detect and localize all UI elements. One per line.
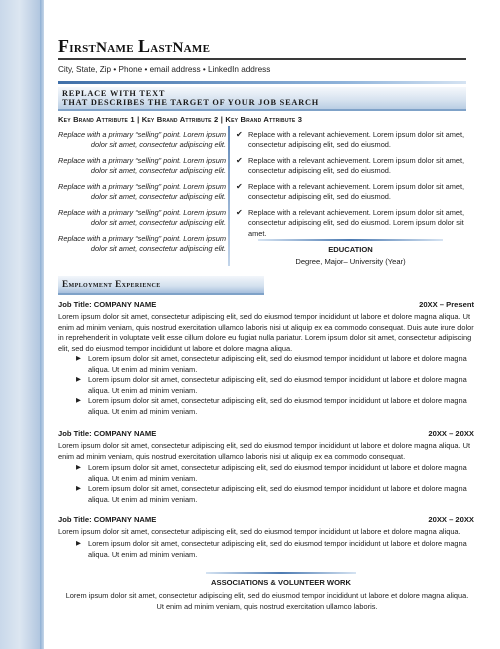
decorative-side-strip	[0, 0, 44, 649]
arrow-bullet-icon: ▶	[76, 464, 81, 471]
checkmark-icon: ✔	[236, 130, 243, 139]
bullet-text: Lorem ipsum dolor sit amet, consectetur adipiscing elit, sed do eiusmod tempor incididunt ut labore et dolore magna aliqua. Ut enim ad minim veniam.	[88, 375, 467, 395]
achievement-text: Replace with a relevant achievement. Lorem ipsum dolor sit amet, consectetur adipiscing elit, sed do eiusmod.	[248, 182, 465, 202]
target-banner	[58, 87, 466, 111]
achievement-text: Replace with a relevant achievement. Lorem ipsum dolor sit amet, consectetur adipiscing elit, sed do eiusmod. Lorem ipsum dolor sit amet.	[248, 208, 465, 238]
associations-text: Lorem ipsum dolor sit amet, consectetur adipiscing elit, sed do eiusmod tempor incididunt ut labore et dolore magna aliqua. Ut enim ad minim veniam, quis nostrud exercitation ullamco laboris.	[65, 591, 469, 611]
selling-point: Replace with a primary “selling” point. Lorem ipsum dolor sit amet, consectetur adipiscing elit.	[58, 156, 226, 176]
job-description: Lorem ipsum dolor sit amet, consectetur adipiscing elit, sed do eiusmod tempor incididunt ut labore et dolore magna aliqua.	[58, 527, 461, 536]
associations-divider	[206, 572, 356, 574]
job-description: Lorem ipsum dolor sit amet, consectetur adipiscing elit, sed do eiusmod tempor incididunt ut labore et dolore magna aliqua. Ut enim ad minim veniam, quis nostrud exercitation ullamco laboris nisi ut aliquip ex ea commodo consequat.	[58, 441, 471, 461]
selling-point: Replace with a primary “selling” point. Lorem ipsum dolor sit amet, consectetur adipiscing elit.	[58, 182, 226, 202]
candidate-name	[58, 36, 210, 57]
job-dates: 20XX – Present	[419, 300, 474, 309]
job-bullet	[76, 463, 474, 484]
job-description: Lorem ipsum dolor sit amet, consectetur adipiscing elit, sed do eiusmod tempor incididunt ut labore et dolore magna aliqua. Ut enim ad minim veniam, quis nostrud exercitation ullamco laboris nisi ut aliquip ex ea commodo consequat. Duis aute irure dolor in reprehenderit in voluptate velit esse cillum dolore eu fugiat nulla pariatur. Lorem ipsum dolor sit amet, consectetur adipiscing elit, sed do eiusmod tempor incididunt ut labore et dolore magna aliqua.	[58, 312, 474, 353]
first-name-initial: F	[58, 36, 70, 56]
checkmark-icon: ✔	[236, 208, 243, 217]
achievement-item	[236, 156, 468, 182]
achievement-item	[236, 130, 468, 156]
employment-banner	[58, 276, 264, 295]
last-name-rest: astName	[150, 40, 211, 56]
arrow-bullet-icon: ▶	[76, 397, 81, 404]
job-bullet	[76, 354, 474, 375]
achievement-text: Replace with a relevant achievement. Lorem ipsum dolor sit amet, consectetur adipiscing elit, sed do eiusmod.	[248, 130, 465, 150]
arrow-bullet-icon: ▶	[76, 540, 81, 547]
associations-heading: ASSOCIATIONS & VOLUNTEER WORK	[211, 578, 351, 587]
job-bullet	[76, 375, 474, 396]
last-name-initial: L	[137, 36, 151, 56]
banner-line-2: THAT DESCRIBES THE TARGET OF YOUR JOB SEARCH	[62, 98, 320, 107]
job-bullets	[76, 463, 474, 505]
banner-line-1: REPLACE WITH TEXT	[62, 89, 166, 98]
brand-attributes: Key Brand Attribute 1 | Key Brand Attribute 2 | Key Brand Attribute 3	[58, 115, 303, 124]
arrow-bullet-icon: ▶	[76, 376, 81, 383]
bullet-text: Lorem ipsum dolor sit amet, consectetur adipiscing elit, sed do eiusmod tempor incididunt ut labore et dolore magna aliqua. Ut enim ad minim veniam.	[88, 396, 467, 416]
education-heading: EDUCATION	[328, 245, 373, 254]
bullet-text: Lorem ipsum dolor sit amet, consectetur adipiscing elit, sed do eiusmod tempor incididunt ut labore et dolore magna aliqua. Ut enim ad minim veniam.	[88, 354, 467, 374]
first-name-rest: irstName	[69, 40, 134, 56]
achievement-text: Replace with a relevant achievement. Lorem ipsum dolor sit amet, consectetur adipiscing elit, sed do eiusmod.	[248, 156, 465, 176]
selling-point: Replace with a primary “selling” point. Lorem ipsum dolor sit amet, consectetur adipiscing elit.	[58, 208, 226, 228]
arrow-bullet-icon: ▶	[76, 355, 81, 362]
education-degree: Degree, Major– University (Year)	[295, 257, 406, 266]
selling-point: Replace with a primary “selling” point. Lorem ipsum dolor sit amet, consectetur adipiscing elit.	[58, 130, 226, 150]
job-title: Job Title: COMPANY NAME	[58, 429, 157, 438]
employment-heading: Employment Experience	[62, 279, 161, 289]
education-divider	[258, 239, 443, 241]
arrow-bullet-icon: ▶	[76, 485, 81, 492]
achievement-item	[236, 208, 468, 238]
job-dates: 20XX – 20XX	[428, 429, 474, 438]
checkmark-icon: ✔	[236, 182, 243, 191]
job-bullets	[76, 354, 474, 417]
job-bullet	[76, 396, 474, 417]
achievement-item	[236, 182, 468, 208]
name-divider	[58, 58, 466, 60]
checkmark-icon: ✔	[236, 156, 243, 165]
bullet-text: Lorem ipsum dolor sit amet, consectetur adipiscing elit, sed do eiusmod tempor incididunt ut labore et dolore magna aliqua. Ut enim ad minim veniam.	[88, 463, 467, 483]
job-bullet	[76, 484, 474, 505]
job-bullet	[76, 539, 474, 560]
achievements-column	[236, 130, 468, 238]
contact-line: City, State, Zip • Phone • email address • LinkedIn address	[58, 65, 271, 74]
job-title: Job Title: COMPANY NAME	[58, 515, 157, 524]
job-bullets	[76, 539, 474, 560]
selling-points-column	[58, 130, 226, 260]
bullet-text: Lorem ipsum dolor sit amet, consectetur adipiscing elit, sed do eiusmod tempor incididunt ut labore et dolore magna aliqua. Ut enim ad minim veniam.	[88, 484, 467, 504]
column-divider	[228, 126, 230, 266]
bullet-text: Lorem ipsum dolor sit amet, consectetur adipiscing elit, sed do eiusmod tempor incididunt ut labore et dolore magna aliqua. Ut enim ad minim veniam.	[88, 539, 467, 559]
selling-point: Replace with a primary “selling” point. Lorem ipsum dolor sit amet, consectetur adipiscing elit.	[58, 234, 226, 254]
job-title: Job Title: COMPANY NAME	[58, 300, 157, 309]
contact-divider	[58, 81, 466, 84]
job-dates: 20XX – 20XX	[428, 515, 474, 524]
